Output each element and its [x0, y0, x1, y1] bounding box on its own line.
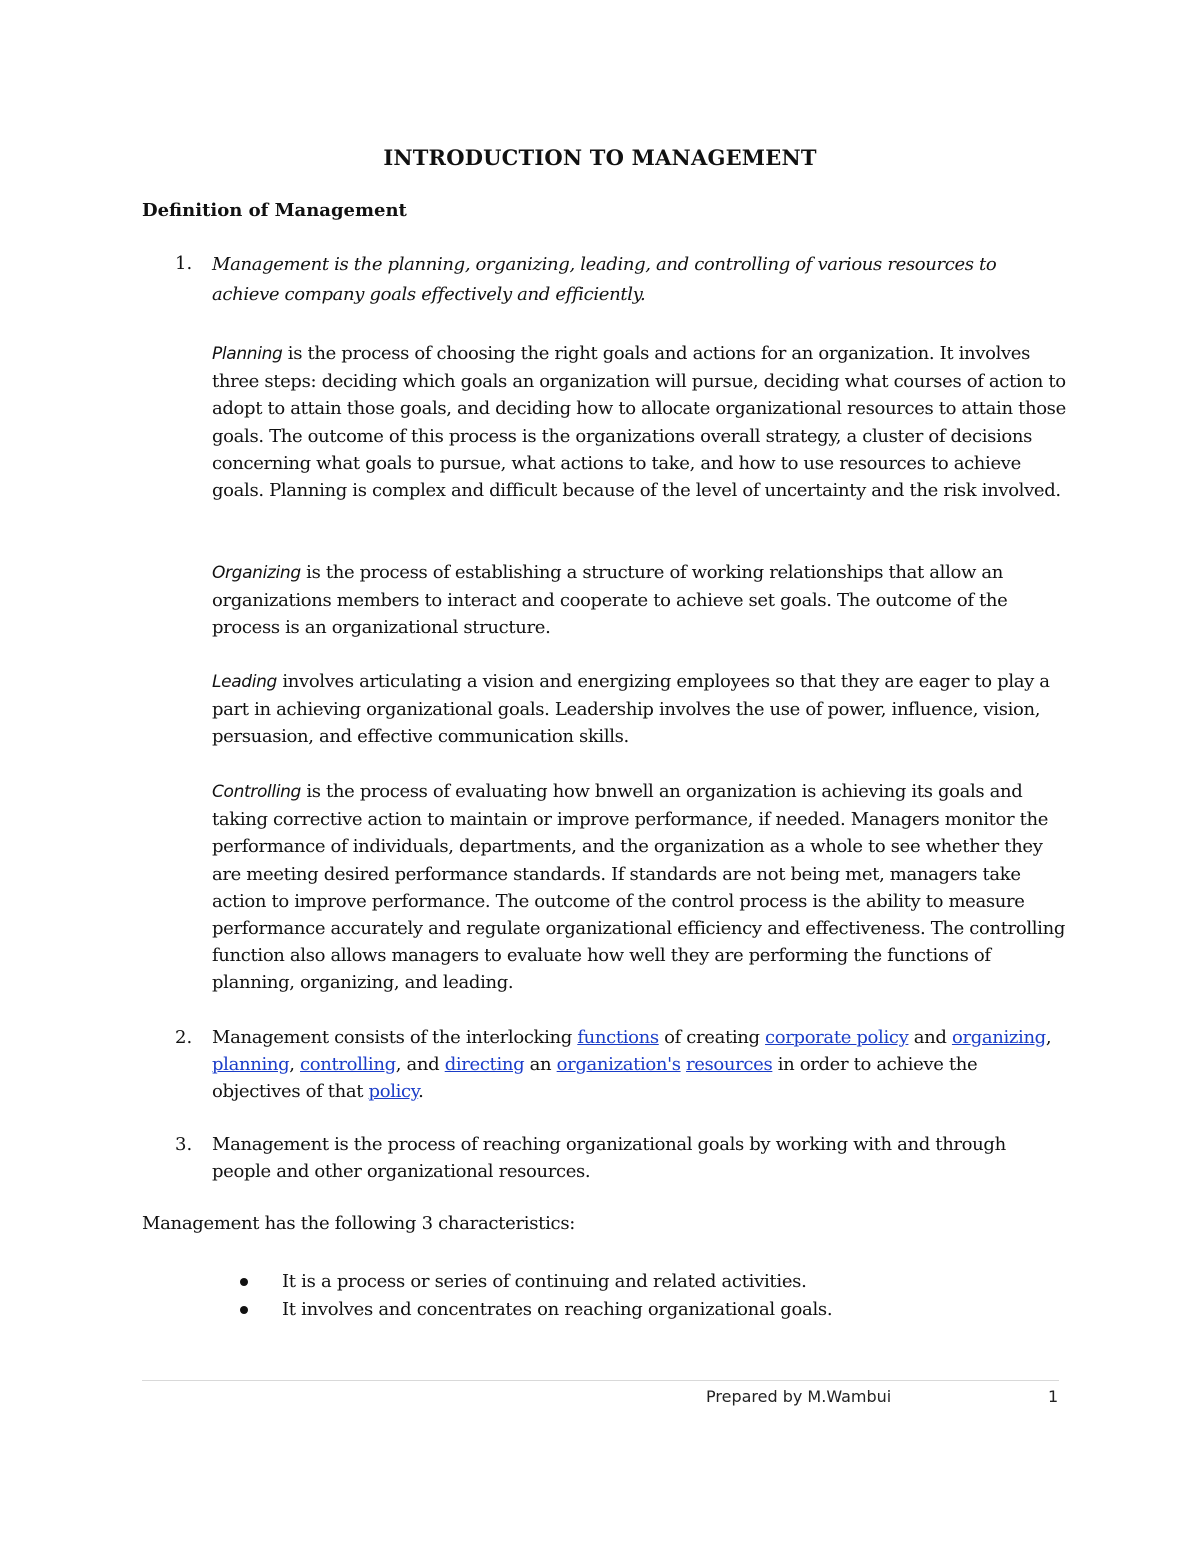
controlling-term: Controlling — [212, 782, 301, 802]
footer-divider — [142, 1380, 1059, 1381]
text-run: and — [908, 1027, 952, 1048]
bullet-icon — [240, 1306, 248, 1314]
controlling-link[interactable]: controlling — [300, 1054, 396, 1076]
text-run: an — [524, 1054, 557, 1076]
text-run: , — [1045, 1027, 1052, 1048]
characteristics-list — [240, 1268, 832, 1323]
organizing-term: Organizing — [212, 563, 301, 583]
document-title: INTRODUCTION TO MANAGEMENT — [383, 145, 817, 170]
planning-term: Planning — [212, 344, 283, 364]
corporate-policy-link[interactable]: corporate policy — [765, 1027, 909, 1048]
characteristics-intro: Management has the following 3 characteristics: — [142, 1213, 576, 1234]
text-run: in order to achieve the objectives of that — [212, 1054, 978, 1103]
characteristic-text: It involves and concentrates on reaching organizational goals. — [282, 1298, 833, 1320]
planning-text: is the process of choosing the right goals and actions for an organization. It involves three steps: deciding which goals an organization will pursue, deciding what courses of action to adopt to attain those goals, and deciding how to allocate organizational resources to attain those goals. The outcome of this process is the organizations overall strategy, a cluster of decisions concerning what goals to pursue, what actions to take, and how to use resources to achieve goals. Planning is complex and difficult because of the level of uncertainty and the risk involved. — [212, 343, 1066, 502]
planning-paragraph — [212, 340, 1067, 504]
planning-link[interactable]: planning — [212, 1054, 290, 1076]
organizing-link[interactable]: organizing — [951, 1027, 1046, 1048]
list-number: 1. — [175, 253, 193, 274]
leading-term: Leading — [212, 672, 277, 692]
leading-text: involves articulating a vision and energizing employees so that they are eager to play a part in achieving organizational goals. Leadership involves the use of power, influence, vision, persuasion, and effective communication skills. — [212, 671, 1050, 748]
definition-text — [212, 1024, 1062, 1106]
bullet-icon — [240, 1278, 248, 1286]
text-run: of creating — [658, 1027, 766, 1048]
list-number: 2. — [175, 1027, 193, 1048]
characteristic-text: It is a process or series of continuing and related activities. — [282, 1271, 807, 1292]
text-run: , — [289, 1054, 301, 1076]
footer-author: Prepared by M.Wambui — [706, 1387, 892, 1406]
list-number: 3. — [175, 1134, 193, 1155]
organizing-text: is the process of establishing a structure of working relationships that allow an organizations members to interact and cooperate to achieve set goals. The outcome of the process is an organizational structure. — [212, 562, 1008, 639]
organizing-paragraph — [212, 559, 1067, 642]
list-item — [240, 1296, 832, 1324]
definition-text: Management is the planning, organizing, leading, and controlling of various resources to achieve company goals effectively and efficiently. — [212, 254, 997, 305]
resources-link[interactable]: resources — [685, 1054, 773, 1076]
definition-heading: Definition of Management — [142, 200, 407, 221]
text-run: Management consists of the interlocking — [212, 1027, 578, 1048]
definition-text: Management is the process of reaching organizational goals by working with and through people and other organizational resources. — [212, 1134, 1006, 1183]
leading-paragraph — [212, 668, 1067, 751]
text-run: , and — [395, 1054, 445, 1076]
list-item — [240, 1268, 832, 1296]
controlling-text: is the process of evaluating how bnwell an organization is achieving its goals and taking corrective action to maintain or improve performance, if needed. Managers monitor the performance of individuals, departments, and the organization as a whole to see whether they are meeting desired performance standards. If standards are not being met, managers take action to improve performance. The outcome of the control process is the ability to measure performance accurately and regulate organizational efficiency and effectiveness. The controlling function also allows managers to evaluate how well they are performing the functions of planning, organizing, and leading. — [212, 781, 1065, 994]
page-number: 1 — [1048, 1387, 1059, 1406]
organizations-link[interactable]: organization's — [556, 1054, 681, 1076]
policy-link[interactable]: policy — [368, 1081, 419, 1103]
functions-link[interactable]: functions — [577, 1027, 659, 1048]
text-run: . — [418, 1081, 424, 1103]
directing-link[interactable]: directing — [444, 1054, 525, 1076]
controlling-paragraph — [212, 778, 1067, 997]
